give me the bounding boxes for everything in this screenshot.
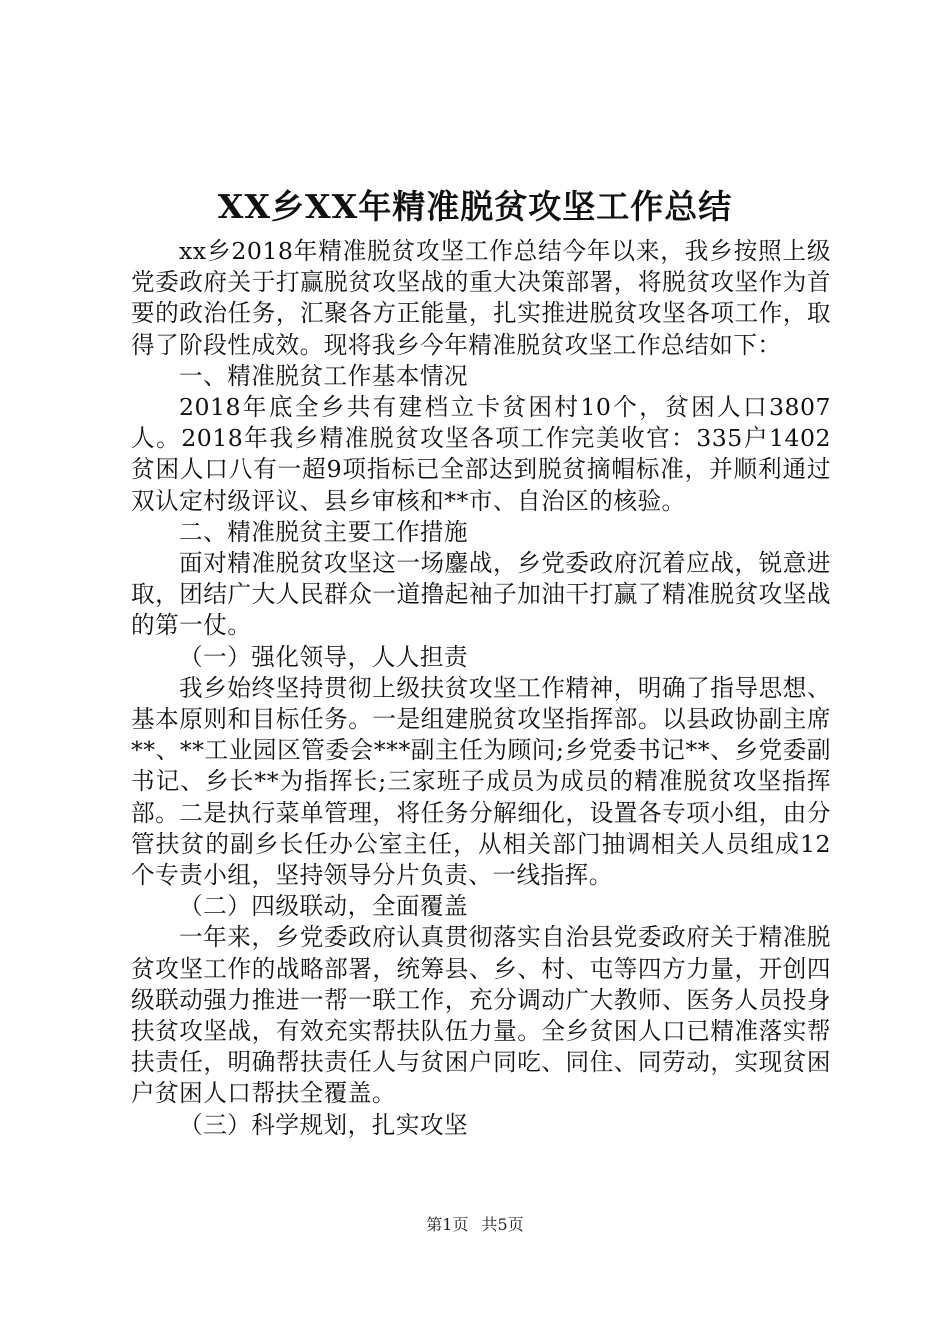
section-heading-2: 二、精准脱贫主要工作措施 bbox=[179, 517, 469, 546]
paragraph-measures-intro: 面对精准脱贫攻坚这一场鏖战，乡党委政府沉着应战，锐意进取，团结广大人民群众一道撸起袖子加油干打赢了精准脱贫攻坚战的第一仗。 bbox=[131, 549, 831, 640]
subsection-heading-2: （二）四级联动，全面覆盖 bbox=[179, 892, 469, 921]
paragraph-intro: xx乡2018年精准脱贫攻坚工作总结今年以来，我乡按照上级党委政府关于打赢脱贫攻坚战的重大决策部署，将脱贫攻坚作为首要的政治任务，汇聚各方正能量，扎实推进脱贫攻坚各项工作，取得了阶段性成效。现将我乡今年精准脱贫攻坚工作总结如下： bbox=[131, 237, 831, 359]
section-heading-1: 一、精准脱贫工作基本情况 bbox=[179, 361, 469, 390]
page-number: 第1页 bbox=[426, 1215, 469, 1234]
paragraph-four-level: 一年来，乡党委政府认真贯彻落实自治县党委政府关于精准脱贫攻坚工作的战略部署，统筹县、乡、村、屯等四方力量，开创四级联动强力推进一帮一联工作，充分调动广大教师、医务人员投身扶贫攻坚战，有效充实帮扶队伍力量。全乡贫困人口已精准落实帮扶责任，明确帮扶责任人与贫困户同吃、同住、同劳动，实现贫困户贫困人口帮扶全覆盖。 bbox=[131, 923, 831, 1108]
paragraph-leadership: 我乡始终坚持贯彻上级扶贫攻坚工作精神，明确了指导思想、基本原则和目标任务。一是组建脱贫攻坚指挥部。以县政协副主席**、**工业园区管委会***副主任为顾问;乡党委书记**、乡党委副书记、乡长**为指挥长;三家班子成员为成员的精准脱贫攻坚指挥部。二是执行菜单管理，将任务分解细化，设置各专项小组，由分管扶贫的副乡长任办公室主任，从相关部门抽调相关人员组成12个专责小组，坚持领导分片负责、一线指挥。 bbox=[131, 673, 831, 890]
document-body bbox=[131, 236, 831, 1141]
document-title: XX乡XX年精准脱贫攻坚工作总结 bbox=[217, 187, 733, 226]
subsection-heading-3: （三）科学规划，扎实攻坚 bbox=[179, 1110, 469, 1139]
subsection-heading-1: （一）强化领导，人人担责 bbox=[179, 642, 469, 671]
page-footer bbox=[0, 1214, 950, 1236]
page-total: 共5页 bbox=[481, 1215, 524, 1234]
paragraph-basic-situation: 2018年底全乡共有建档立卡贫困村10个，贫困人口3807人。2018年我乡精准脱贫攻坚各项工作完美收官：335户1402贫困人口八有一超9项指标已全部达到脱贫摘帽标准，并顺利通过双认定村级评议、县乡审核和**市、自治区的核验。 bbox=[131, 393, 831, 515]
